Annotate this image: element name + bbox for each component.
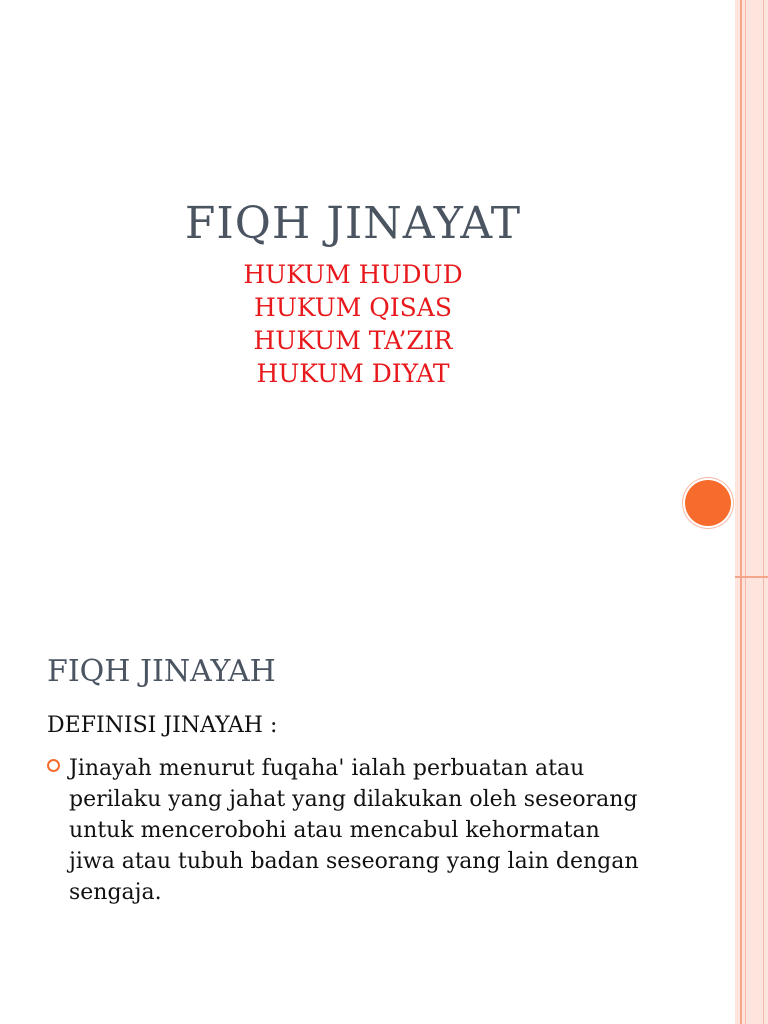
decorative-stripe-line	[763, 0, 764, 1024]
decorative-stripe-line	[740, 0, 742, 1024]
bullet-text: Jinayah menurut fuqaha' ialah perbuatan atau perilaku yang jahat yang dilakukan oleh seseorang untuk mencerobohi atau mencabul kehormatan jiwa atau tubuh badan seseorang yang lain dengan sengaja.	[69, 756, 639, 905]
subtitle-tazir: HUKUM TA’ZIR	[253, 326, 453, 355]
subtitle-hudud: HUKUM HUDUD	[243, 260, 463, 289]
section-heading: FIQH JINAYAH	[47, 654, 276, 689]
slide-title-heading: FIQH JINAYAT	[184, 198, 522, 249]
subtitle-list	[0, 258, 706, 390]
subtitle-qisas: HUKUM QISAS	[254, 293, 452, 322]
list-item	[47, 753, 647, 908]
bullet-circle-icon	[47, 759, 60, 772]
orange-circle-icon	[685, 480, 731, 526]
slide-divider	[735, 576, 768, 578]
decorative-stripe-line	[745, 0, 746, 1024]
subtitle-diyat: HUKUM DIYAT	[256, 359, 450, 388]
definition-label: DEFINISI JINAYAH :	[47, 713, 278, 738]
